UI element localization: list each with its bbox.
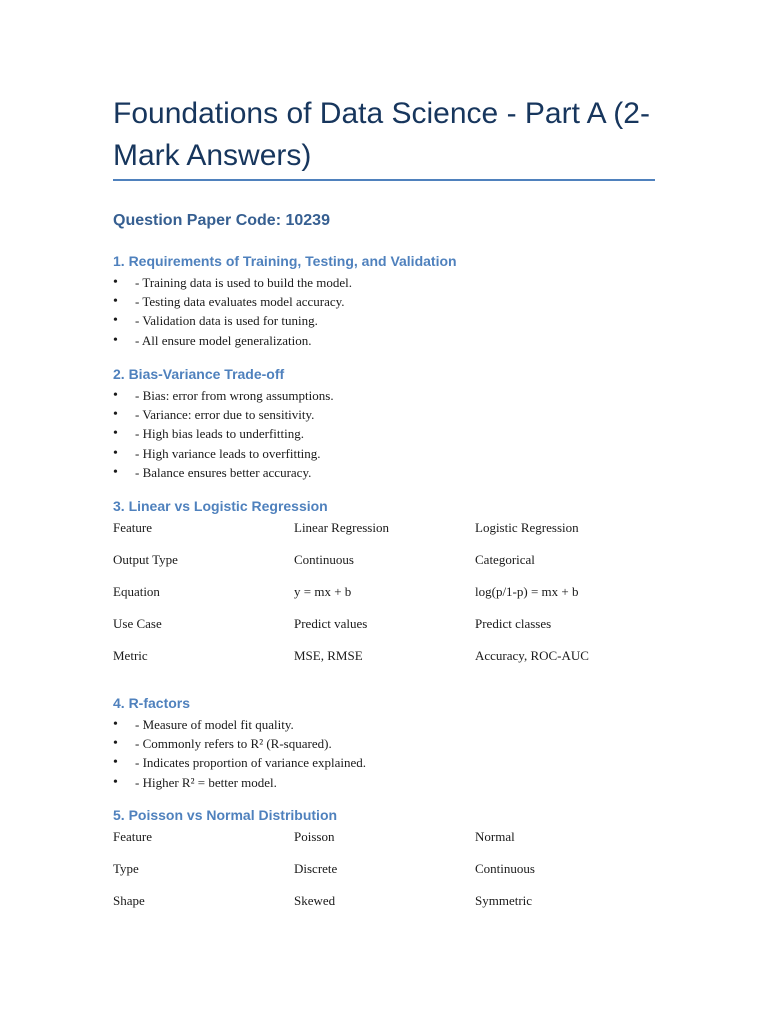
table-row xyxy=(113,584,655,616)
table-cell: Type xyxy=(113,861,139,876)
table-cell: Shape xyxy=(113,893,145,908)
section-5-heading: 5. Poisson vs Normal Distribution xyxy=(113,807,338,823)
document-title: Foundations of Data Science - Part A (2-Mark Answers) xyxy=(113,97,650,172)
bullet-icon: • xyxy=(113,755,118,771)
table-cell: Logistic Regression xyxy=(475,520,579,535)
bullet-icon: • xyxy=(113,275,118,290)
table-cell: Skewed xyxy=(294,893,336,908)
list-item: • - Bias: error from wrong assumptions. xyxy=(113,388,334,403)
bullet-icon: • xyxy=(113,736,118,752)
table-cell: Normal xyxy=(475,829,515,844)
table-cell: Predict values xyxy=(294,616,368,631)
title-underline xyxy=(113,179,655,181)
regression-comparison-table xyxy=(113,520,655,680)
table-cell: Symmetric xyxy=(475,893,533,908)
table-cell: Predict classes xyxy=(475,616,552,631)
table-cell: Accuracy, ROC-AUC xyxy=(475,648,589,663)
table-row xyxy=(113,616,655,648)
table-cell: Equation xyxy=(113,584,160,599)
table-row xyxy=(113,861,655,893)
list-item: • - Higher R² = better model. xyxy=(113,774,277,790)
paper-code: Question Paper Code: 10239 xyxy=(113,212,330,229)
section-2-heading: 2. Bias-Variance Trade-off xyxy=(113,366,285,382)
table-cell: Feature xyxy=(113,829,152,844)
table-cell: log(p/1-p) = mx + b xyxy=(475,584,579,599)
list-item: • - Indicates proportion of variance explained. xyxy=(113,755,367,771)
table-cell: Categorical xyxy=(475,552,535,567)
table-cell: Use Case xyxy=(113,616,162,631)
distribution-comparison-table xyxy=(113,829,655,925)
section-1-heading: 1. Requirements of Training, Testing, and Validation xyxy=(113,253,457,269)
table-cell: Linear Regression xyxy=(294,520,389,535)
section-2-bullets xyxy=(113,386,334,482)
section-4-bullets xyxy=(113,715,366,792)
list-item: • - High bias leads to underfitting. xyxy=(113,426,304,442)
section-4-heading: 4. R-factors xyxy=(113,695,191,711)
bullet-icon: • xyxy=(113,407,118,423)
table-row xyxy=(113,520,655,552)
table-row xyxy=(113,893,655,925)
table-row xyxy=(113,552,655,584)
section-3-heading: 3. Linear vs Logistic Regression xyxy=(113,498,328,514)
list-item: • - Measure of model fit quality. xyxy=(113,717,294,732)
bullet-icon: • xyxy=(113,464,118,480)
bullet-icon: • xyxy=(113,774,118,790)
list-item: • - Validation data is used for tuning. xyxy=(113,313,318,329)
table-row xyxy=(113,648,655,680)
table-cell: Poisson xyxy=(294,829,335,844)
bullet-icon: • xyxy=(113,388,118,403)
list-item: • - Balance ensures better accuracy. xyxy=(113,464,312,480)
bullet-icon: • xyxy=(113,332,118,348)
table-cell: Output Type xyxy=(113,552,178,567)
bullet-icon: • xyxy=(113,426,118,442)
list-item: • - Commonly refers to R² (R-squared). xyxy=(113,736,332,752)
table-cell: Continuous xyxy=(294,552,354,567)
list-item: • - High variance leads to overfitting. xyxy=(113,445,321,461)
list-item: • - Variance: error due to sensitivity. xyxy=(113,407,315,423)
table-cell: Metric xyxy=(113,648,148,663)
list-item: • - Testing data evaluates model accuracy. xyxy=(113,294,345,310)
bullet-icon: • xyxy=(113,445,118,461)
bullet-icon: • xyxy=(113,313,118,329)
bullet-icon: • xyxy=(113,294,118,310)
table-cell: Feature xyxy=(113,520,152,535)
table-cell: Discrete xyxy=(294,861,338,876)
table-cell: MSE, RMSE xyxy=(294,648,363,663)
section-1-bullets xyxy=(113,273,352,350)
table-cell: y = mx + b xyxy=(294,584,352,599)
list-item: • - All ensure model generalization. xyxy=(113,332,312,348)
bullet-icon: • xyxy=(113,717,118,732)
list-item: • - Training data is used to build the model. xyxy=(113,275,353,290)
table-row xyxy=(113,829,655,861)
table-cell: Continuous xyxy=(475,861,535,876)
